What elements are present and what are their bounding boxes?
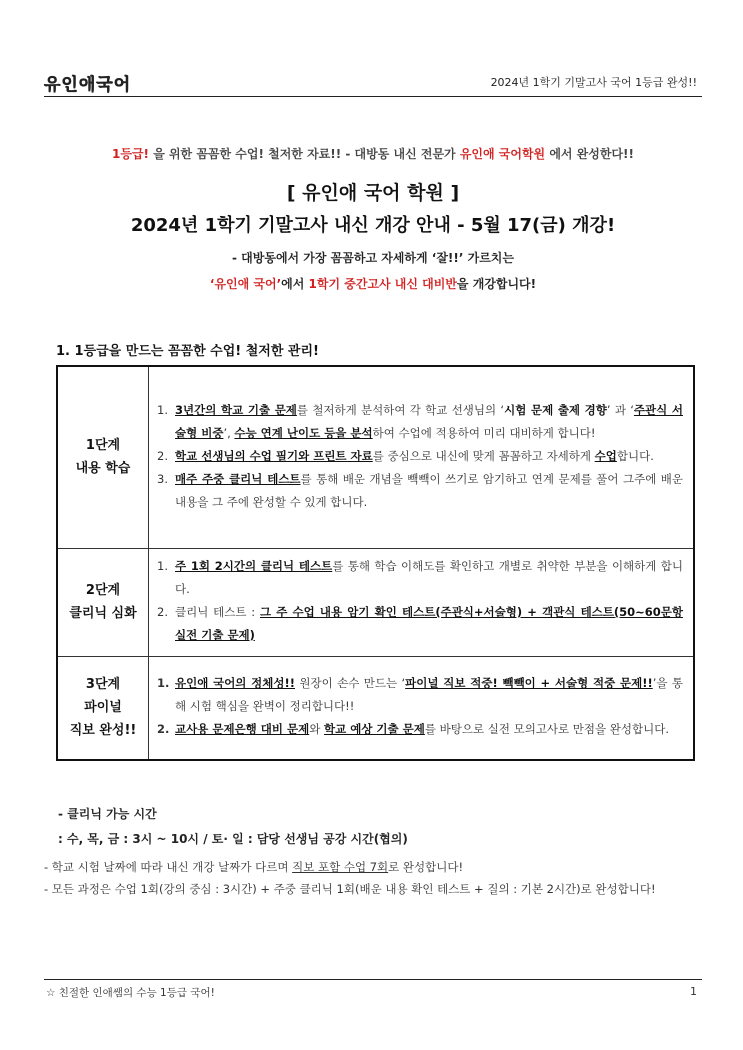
header-divider xyxy=(44,96,702,97)
table-row xyxy=(57,366,694,548)
tagline-course: 1학기 중간고사 내신 대비반 xyxy=(308,277,457,291)
note-text-end: 로 완성합니다! xyxy=(388,860,464,874)
logo xyxy=(44,70,131,95)
stage-number: 1단계 xyxy=(85,438,121,454)
item-text: 학교 선생님의 수업 필기와 프린트 자료를 중심으로 내신에 맞게 꼼꼼하고 자세하게 수업합니다. xyxy=(175,448,654,463)
item-text: 클리닉 테스트 : 그 주 수업 내용 암기 확인 테스트(주관식+서술형) + 객관식 테스트(50~60문항 실전 기출 문제) xyxy=(175,605,684,642)
item-number: 1. xyxy=(157,559,168,573)
list-item xyxy=(157,555,683,601)
page-subtitle: 2024년 1학기 기말고사 내신 개강 안내 - 5월 17(금) 개강! xyxy=(130,215,616,236)
item-text: 주 1회 2시간의 클리닉 테스트를 통해 학습 이해도를 확인하고 개별로 취약한 부분을 이해하게 합니다. xyxy=(175,559,684,596)
intro-highlight-academy: 유인애 국어학원 xyxy=(459,147,546,161)
item-text: 3년간의 학교 기출 문제를 철저하게 분석하여 각 학교 선생님의 ‘시험 문제 출제 경향’ 과 ‘주관식 서술형 비중’, 수능 연계 난이도 등을 분석하여 수업에 적용하여 미리 대비하게 합니다! xyxy=(175,402,683,440)
tagline-1: - 대방동에서 가장 꼼꼼하고 자세하게 ‘잘!!’ 가르치는 xyxy=(232,251,514,265)
stage-name: 클리닉 심화 xyxy=(69,606,137,621)
intro-text-end: 에서 완성한다!! xyxy=(545,147,634,161)
clinic-title: - 클리닉 가능 시간 xyxy=(58,807,157,821)
intro-highlight-grade: 1등급! xyxy=(112,147,150,161)
list-item xyxy=(157,601,683,647)
note-text: - 학교 시험 날짜에 따라 내신 개강 날짜가 다르며 xyxy=(44,860,293,874)
item-text: 유인애 국어의 정체성!! 원장이 손수 만드는 ‘파이널 직보 적중! 빽빽이 + 서술형 적중 문제!!’을 통해 시험 핵심을 완벽이 정리합니다!! xyxy=(175,676,684,714)
stage-label xyxy=(57,548,149,656)
tagline-brand: ‘유인애 국어’ xyxy=(209,277,282,291)
stage-name: 내용 학습 xyxy=(75,461,131,477)
footer-divider xyxy=(44,979,702,980)
tagline-end: 을 개강합니다! xyxy=(456,277,537,291)
stage-name: 파이널 xyxy=(84,700,122,716)
note-highlight: 직보 포함 수업 7회 xyxy=(292,860,389,874)
clinic-time: : 수, 목, 금 : 3시 ~ 10시 / 토· 일 : 담당 선생님 공강 시간(협의) xyxy=(58,832,408,846)
list-item xyxy=(157,718,683,741)
list-item xyxy=(157,399,683,445)
item-text: 교사용 문제은행 대비 문제와 학교 예상 기출 문제를 바탕으로 실전 모의고사로 만점을 완성합니다. xyxy=(175,722,669,737)
footer-slogan: ☆ 친절한 인애쌤의 수능 1등급 국어! xyxy=(46,987,215,999)
page-title: [ 유인애 국어 학원 ] xyxy=(286,182,460,204)
stage-content xyxy=(149,366,695,548)
item-number: 2. xyxy=(157,722,170,737)
stage-content xyxy=(149,656,695,760)
list-item xyxy=(157,468,683,514)
list-item xyxy=(157,672,683,718)
clinic-note-2: - 모든 과정은 수업 1회(강의 중심 : 3시간) + 주중 클리닉 1회(배운 내용 확인 테스트 + 질의 : 기본 2시간)로 완성합니다! xyxy=(44,882,656,896)
item-text: 매주 주중 클리닉 테스트를 통해 배운 개념을 빽빽이 쓰기로 암기하고 연계 문제를 풀어 그주에 배운 내용을 그 주에 완성할 수 있게 합니다. xyxy=(175,471,683,509)
stage-label xyxy=(57,366,149,548)
stage-name-sub: 직보 완성!! xyxy=(69,723,137,739)
clinic-note-1 xyxy=(44,856,694,878)
curriculum-table xyxy=(56,365,695,761)
stage-content xyxy=(149,548,695,656)
page-number: 1 xyxy=(690,985,697,998)
intro-text: 을 위한 꼼꼼한 수업! 철저한 자료!! - 대방동 내신 전문가 xyxy=(149,147,460,161)
list-item xyxy=(157,445,683,468)
tagline-2 xyxy=(44,275,702,292)
intro-line xyxy=(44,145,702,162)
stage-number: 2단계 xyxy=(85,583,121,598)
item-number: 1. xyxy=(157,402,168,417)
item-number: 2. xyxy=(157,605,168,619)
item-number: 1. xyxy=(157,676,170,691)
item-number: 3. xyxy=(157,471,168,486)
table-row xyxy=(57,548,694,656)
item-number: 2. xyxy=(157,448,168,463)
stage-label xyxy=(57,656,149,760)
table-row xyxy=(57,656,694,760)
header-title: 2024년 1학기 기말고사 국어 1등급 완성!! xyxy=(490,76,697,89)
logo-text-part1: 유인애 xyxy=(44,75,97,95)
tagline-text: 에서 xyxy=(281,277,309,291)
stage-number: 3단계 xyxy=(85,677,121,693)
logo-text-part2: 국어 xyxy=(96,75,132,95)
section-title: 1. 1등급을 만드는 꼼꼼한 수업! 철저한 관리! xyxy=(56,344,319,359)
